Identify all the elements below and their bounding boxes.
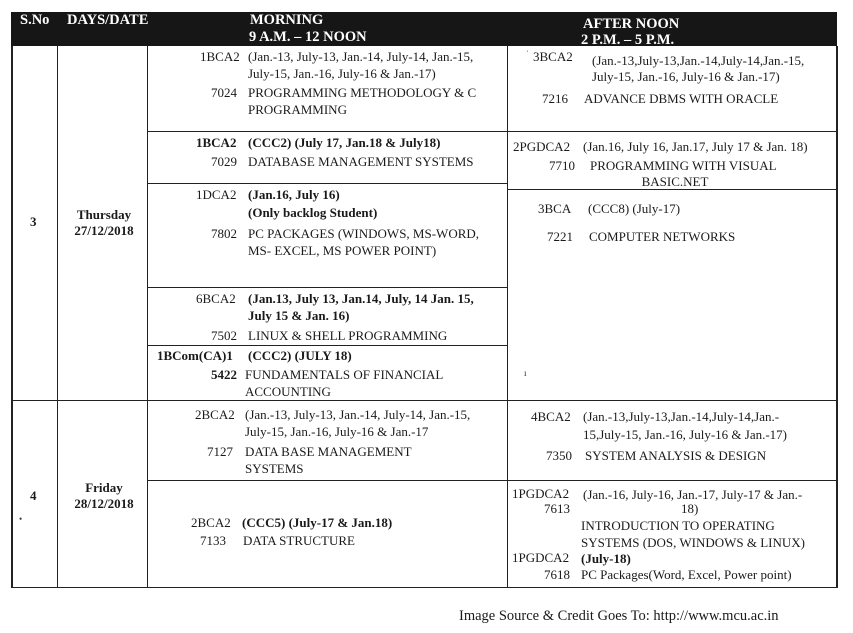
course-sessions: (Jan.13, July 13, Jan.14, July, 14 Jan. 15,: [248, 291, 474, 306]
course-code: 2BCA2: [195, 407, 235, 422]
course-sessions: (Jan.-13,July-13,Jan.-14,July-14,Jan.-15,: [592, 53, 805, 68]
table-border-bottom: [11, 587, 837, 588]
paper-title: COMPUTER NETWORKS: [589, 229, 736, 244]
course-code: 6BCA2: [196, 291, 236, 306]
header-sno: S.No: [20, 12, 50, 28]
course-sessions: July-15, Jan.-16, July-16 & Jan.-17): [248, 66, 436, 81]
course-code: 4BCA2: [531, 409, 571, 424]
paper-code: 7216: [542, 91, 568, 106]
course-sessions: (Jan.16, July 16, Jan.17, July 17 & Jan. 18): [583, 139, 808, 154]
divider: [147, 345, 508, 346]
row-sno: 4: [30, 488, 37, 503]
paper-title: PC PACKAGES (WINDOWS, MS-WORD,: [248, 226, 480, 241]
header-days-date: DAYS/DATE: [67, 12, 149, 28]
course-code: 3BCA: [538, 201, 572, 216]
row-sno: 3: [30, 214, 37, 229]
scan-mark: ı: [524, 368, 527, 378]
course-sessions: (Jan.-13, July-13, Jan.-14, July-14, Jan.-15,: [245, 407, 471, 422]
paper-code: 7350: [546, 448, 572, 463]
header-afternoon-time: 2 P.M. – 5 P.M.: [581, 32, 675, 48]
row-date: 27/12/2018: [74, 223, 134, 238]
paper-title: INTRODUCTION TO OPERATING: [581, 518, 775, 533]
course-sessions: July 15 & Jan. 16): [248, 308, 350, 323]
paper-title: PROGRAMMING WITH VISUAL: [590, 158, 777, 173]
paper-title: PROGRAMMING: [248, 102, 347, 117]
paper-title: ACCOUNTING: [245, 384, 331, 399]
paper-code: 7221: [547, 229, 573, 244]
paper-code: 7502: [211, 328, 237, 343]
divider: [147, 131, 508, 132]
course-sessions: 18): [681, 501, 699, 516]
course-sessions: (CCC8) (July-17): [588, 201, 681, 216]
paper-code: 5422: [211, 367, 237, 382]
course-sessions: July-15, Jan.-16, July-16 & Jan.-17: [245, 424, 429, 439]
table-border-right: [836, 46, 838, 588]
paper-title: DATA STRUCTURE: [243, 533, 355, 548]
paper-title: PC Packages(Word, Excel, Power point): [581, 567, 792, 582]
course-sessions: (CCC5) (July-17 & Jan.18): [242, 515, 393, 530]
paper-title: SYSTEM ANALYSIS & DESIGN: [585, 448, 767, 463]
course-sessions: (CCC2) (JULY 18): [248, 348, 352, 363]
scan-mark: ˈ: [526, 49, 529, 59]
paper-title: FUNDAMENTALS OF FINANCIAL: [245, 367, 444, 382]
paper-code: 7024: [211, 85, 237, 100]
header-morning-time: 9 A.M. – 12 NOON: [249, 29, 367, 45]
course-sessions: (Jan.-13,July-13,Jan.-14,July-14,Jan.-: [583, 409, 780, 424]
course-code: 2PGDCA2: [513, 139, 571, 154]
scan-mark: •: [19, 514, 23, 524]
column-divider-sno: [57, 46, 58, 588]
paper-title: DATABASE MANAGEMENT SYSTEMS: [248, 154, 474, 169]
course-code: 1BCA2: [196, 135, 237, 150]
course-sessions: 15,July-15, Jan.-16, July-16 & Jan.-17): [583, 427, 788, 442]
header-afternoon: AFTER NOON: [583, 16, 680, 32]
course-sessions: July-15, Jan.-16, July-16 & Jan.-17): [592, 69, 780, 84]
paper-title: LINUX & SHELL PROGRAMMING: [248, 328, 448, 343]
course-code: 1BCA2: [200, 49, 240, 64]
course-code: 1PGDCA2: [512, 486, 570, 501]
column-divider-session: [507, 46, 508, 588]
paper-code: 7613: [544, 501, 570, 516]
course-note: (Only backlog Student): [248, 205, 378, 220]
row-divider: [11, 400, 837, 401]
paper-title: ADVANCE DBMS WITH ORACLE: [584, 91, 779, 106]
divider: [507, 131, 837, 132]
paper-code: 7133: [200, 533, 226, 548]
course-sessions: (July-18): [581, 551, 631, 566]
row-day: Friday: [85, 480, 123, 495]
paper-code: 7802: [211, 226, 237, 241]
paper-title: BASIC.NET: [641, 174, 709, 189]
divider: [147, 480, 837, 481]
paper-code: 7029: [211, 154, 237, 169]
course-code: 1DCA2: [196, 187, 237, 202]
image-credit: Image Source & Credit Goes To: http://www.mcu.ac.in: [459, 608, 779, 624]
row-date: 28/12/2018: [74, 496, 134, 511]
paper-title: MS- EXCEL, MS POWER POINT): [248, 243, 437, 258]
row-day: Thursday: [76, 207, 132, 222]
table-border-left: [11, 46, 13, 588]
paper-title: DATA BASE MANAGEMENT: [245, 444, 412, 459]
paper-code: 7127: [207, 444, 233, 459]
course-code: 1BCom(CA)1: [157, 348, 233, 363]
divider: [147, 183, 508, 184]
course-sessions: (Jan.16, July 16): [248, 187, 340, 202]
course-sessions: (Jan.-13, July-13, Jan.-14, July-14, Jan.-15,: [248, 49, 474, 64]
paper-title: SYSTEMS (DOS, WINDOWS & LINUX): [581, 535, 806, 550]
paper-code: 7618: [544, 567, 570, 582]
course-code: 1PGDCA2: [512, 550, 570, 565]
course-code: 3BCA2: [533, 49, 573, 64]
course-sessions: (CCC2) (July 17, Jan.18 & July18): [248, 135, 441, 150]
course-code: 2BCA2: [191, 515, 231, 530]
paper-title: PROGRAMMING METHODOLOGY & C: [248, 85, 477, 100]
column-divider-day: [147, 46, 148, 588]
course-sessions: (Jan.-16, July-16, Jan.-17, July-17 & Jan.-: [583, 487, 803, 502]
paper-code: 7710: [549, 158, 575, 173]
paper-title: SYSTEMS: [245, 461, 304, 476]
divider: [147, 287, 508, 288]
header-morning: MORNING: [250, 12, 324, 28]
